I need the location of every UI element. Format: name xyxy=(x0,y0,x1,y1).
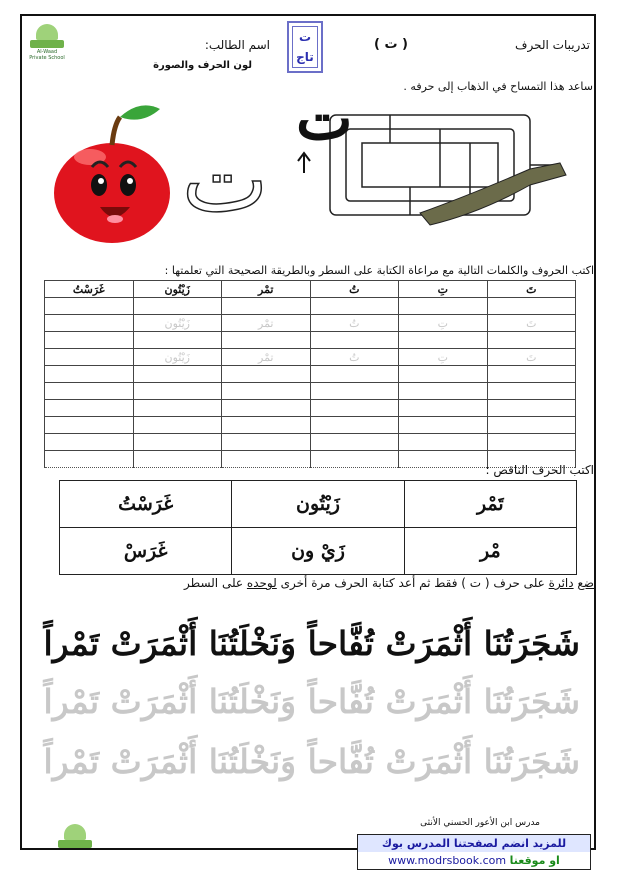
worksheet-title: تدريبات الحرف xyxy=(515,38,590,52)
circle-instruction: ضع دائرة على حرف ( ت ) فقط ثم أعد كتابة الحرف مرة أخرى لوحده على السطر xyxy=(183,576,594,590)
trace-cell: تُ xyxy=(310,349,399,366)
missing-letter-table xyxy=(59,480,577,575)
maze-letter: ت xyxy=(296,84,353,154)
missing-letter-instruction: اكتب الحرف الناقص : xyxy=(485,463,594,477)
school-logo-footer xyxy=(56,822,94,856)
title-letter: ( ت ) xyxy=(374,37,408,52)
header-cell: زَيْتُون xyxy=(133,281,222,298)
trace-cell: تمْر xyxy=(222,315,311,332)
site-link[interactable]: www.modrsbook.com او موقعنا xyxy=(388,854,560,867)
trace-cell: تِ xyxy=(399,349,488,366)
trace-cell: تَ xyxy=(487,349,576,366)
header-cell: تِ xyxy=(399,281,488,298)
student-name-label: اسم الطالب: xyxy=(204,38,270,52)
trace-cell: زَيْتُون xyxy=(133,315,222,332)
model-sentence: شَجَرَتُنَا أَثْمَرَتْ تُفَّاحاً وَنَخْلَتُنَا أَثْمَرَتْ تَمْراً xyxy=(43,624,580,663)
apple-image xyxy=(42,95,182,245)
school-logo: Al-Waad Private School xyxy=(28,22,66,56)
word-cell: غَرَسْتُ xyxy=(60,481,232,528)
letter-badge: ت تاج xyxy=(287,21,323,73)
trace-cell: زَيْتُون xyxy=(133,349,222,366)
color-instruction: لون الحرف والصورة xyxy=(153,60,252,71)
partial-word-cell: مْر xyxy=(404,528,576,575)
partial-word-cell: غَرَسْ xyxy=(60,528,232,575)
header-cell: تمْر xyxy=(222,281,311,298)
author-credit: مدرس ابن الأعور الحسني الأنثى xyxy=(420,818,540,828)
word-cell: زَيْتُون xyxy=(232,481,404,528)
trace-sentence: شَجَرَتُنَا أَثْمَرَتْ تُفَّاحاً وَنَخْلَتُنَا أَثْمَرَتْ تَمْراً xyxy=(43,742,580,781)
word-cell: تَمْر xyxy=(404,481,576,528)
trace-cell: تُ xyxy=(310,315,399,332)
writing-instruction: اكتب الحروف والكلمات التالية مع مراعاة الكتابة على السطر وبالطريقة الصحيحة التي تعلمتها : xyxy=(164,264,594,277)
promo-text: للمزيد انضم لصفحتنا المدرس بوك xyxy=(358,835,590,852)
writing-practice-table xyxy=(44,280,576,468)
header-cell: تُ xyxy=(310,281,399,298)
maze-instruction: ساعد هذا التمساح في الذهاب إلى حرفه . xyxy=(403,80,593,93)
outline-letter: ت xyxy=(181,126,269,233)
trace-sentence: شَجَرَتُنَا أَثْمَرَتْ تُفَّاحاً وَنَخْلَتُنَا أَثْمَرَتْ تَمْراً xyxy=(43,682,580,721)
trace-cell: تِ xyxy=(399,315,488,332)
trace-cell: تمْر xyxy=(222,349,311,366)
partial-word-cell: زَيْ ون xyxy=(232,528,404,575)
promo-box[interactable] xyxy=(357,834,591,870)
trace-cell: تَ xyxy=(487,315,576,332)
header-cell: غَرَسْتُ xyxy=(45,281,134,298)
header-cell: تَ xyxy=(487,281,576,298)
